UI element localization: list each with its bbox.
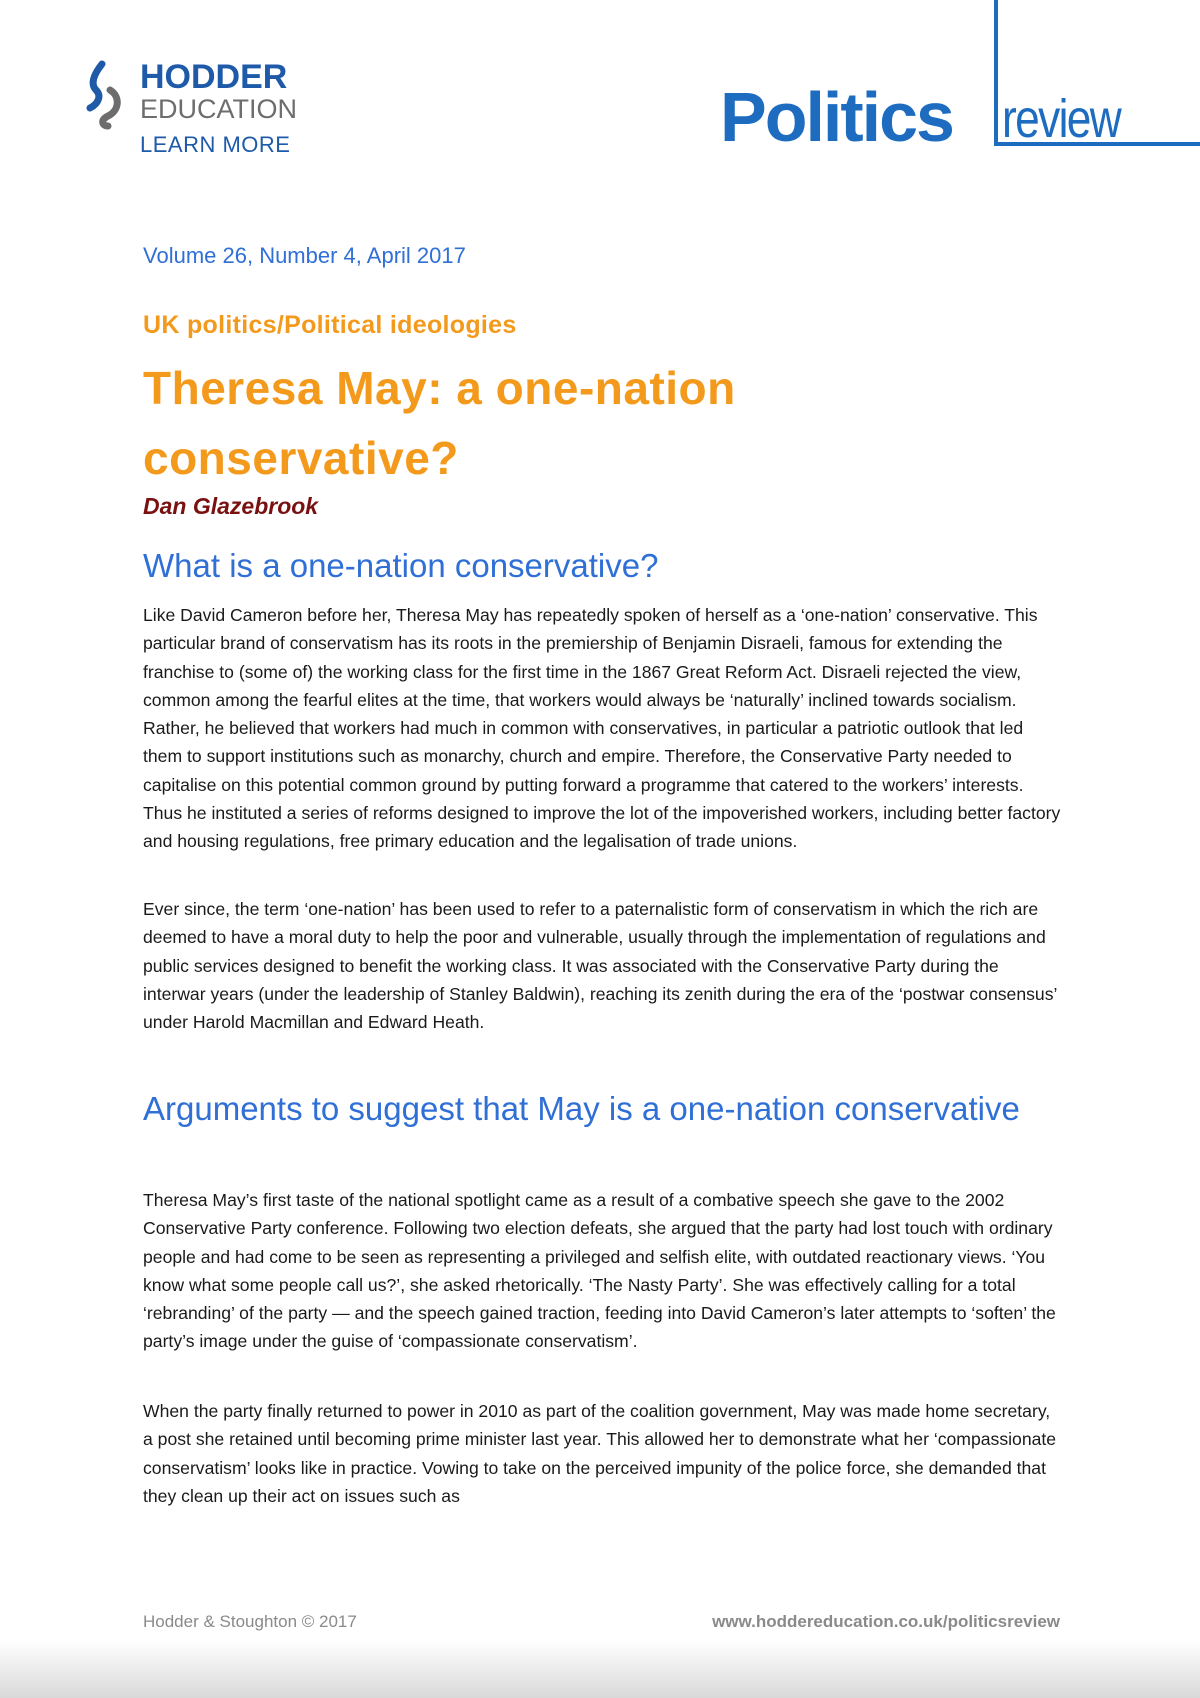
masthead-vertical-rule — [994, 0, 998, 146]
logo-hodder-text: HODDER — [140, 58, 288, 96]
hodder-education-logo — [80, 60, 310, 160]
masthead-review-text: review — [1002, 89, 1121, 149]
body-paragraph: Theresa May’s first taste of the national spotlight came as a result of a combative speech she gave to the 2002 Conservative Party conference. Following two election defeats, she argued that the party had lost touch with ordinary people and had come to be seen as representing a privileged and selfish elite, with outdated reactionary views. ‘You know what some people call us?’, she asked rhetorically. ‘The Nasty Party’. She was effectively calling for a total ‘rebranding’ of the party — and the speech gained traction, feeding into David Cameron’s later attempts to ‘soften’ the party’s image under the guise of ‘compassionate conservatism’. — [143, 1190, 1056, 1352]
article-topic: UK politics/Political ideologies — [143, 311, 517, 339]
body-paragraph: Like David Cameron before her, Theresa May has repeatedly spoken of herself as a ‘one-nation’ conservative. This particular brand of conservatism has its roots in the premiership of Benjamin Disraeli, famous for extending the franchise to (some of) the working class for the first time in the 1867 Great Reform Act. Disraeli rejected the view, common among the fearful elites at the time, that workers would always be ‘naturally’ inclined towards socialism. Rather, he believed that workers had much in common with conservatives, in particular a patriotic outlook that led them to support institutions such as monarchy, church and empire. Therefore, the Conservative Party needed to capitalise on this potential common ground by putting forward a programme that catered to the workers’ interests. Thus he instituted a series of reforms designed to improve the lot of the impoverished workers, including better factory and housing regulations, free primary education and the legalisation of trade unions. — [143, 605, 1061, 852]
section-heading: Arguments to suggest that May is a one-nation conservative — [143, 1090, 1020, 1127]
article-author: Dan Glazebrook — [143, 493, 319, 519]
logo-education-text: EDUCATION — [140, 94, 298, 124]
body-paragraph: When the party finally returned to power in 2010 as part of the coalition government, May was made home secretary, a post she retained until becoming prime minister last year. This allowed her to demonstrate what her ‘compassionate conservatism’ looks like in practice. Vowing to take on the perceived impunity of the police force, she demanded that they clean up their act on issues such as — [143, 1401, 1057, 1506]
politics-review-masthead — [720, 0, 1200, 156]
issue-info: Volume 26, Number 4, April 2017 — [143, 243, 466, 268]
logo-learn-more-text: LEARN MORE — [140, 132, 291, 157]
page-bottom-shadow — [0, 1640, 1200, 1698]
masthead-politics-text: Politics — [720, 78, 953, 156]
section-heading: What is a one-nation conservative? — [143, 547, 659, 584]
footer-copyright: Hodder & Stoughton © 2017 — [143, 1612, 357, 1631]
footer-url-link[interactable]: www.hoddereducation.co.uk/politicsreview — [712, 1612, 1060, 1631]
article-title: Theresa May: a one-nation conservative? — [143, 362, 736, 484]
hodder-swirl-icon — [80, 60, 128, 130]
body-paragraph: Ever since, the term ‘one-nation’ has been used to refer to a paternalistic form of conservatism in which the rich are deemed to have a moral duty to help the poor and vulnerable, usually through the implementation of regulations and public services designed to benefit the working class. It was associated with the Conservative Party during the interwar years (under the leadership of Stanley Baldwin), reaching its zenith during the era of the ‘postwar consensus’ under Harold Macmillan and Edward Heath. — [143, 899, 1057, 1033]
